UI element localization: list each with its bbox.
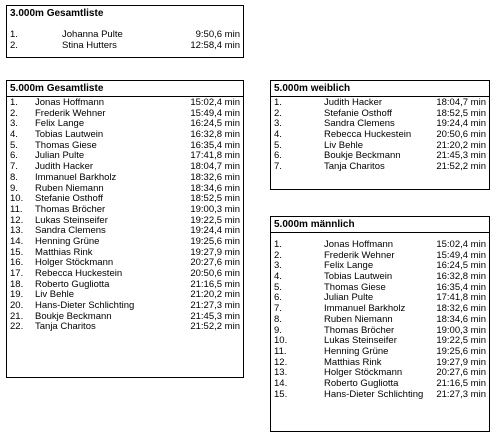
finish-time: 16:32,8 min: [190, 129, 240, 141]
athlete-name: Liv Behle: [324, 139, 364, 151]
finish-time: 19:25,6 min: [436, 345, 486, 357]
rank-cell: 8.: [274, 313, 282, 325]
rank-cell: 7.: [274, 303, 282, 315]
finish-time: 19:24,4 min: [436, 118, 486, 130]
finish-time: 21:16,5 min: [190, 278, 240, 290]
athlete-name: Holger Stöckmann: [35, 257, 114, 269]
rank-cell: 17.: [10, 268, 24, 279]
finish-time: 18:04,7 min: [190, 161, 240, 173]
athlete-name: Thomas Giese: [35, 139, 97, 151]
result-row: [271, 315, 489, 326]
athlete-name: Lukas Steinseifer: [35, 214, 108, 226]
rank-cell: 7.: [10, 161, 18, 173]
finish-time: 21:45,3 min: [190, 310, 240, 322]
athlete-name: Tobias Lautwein: [324, 271, 393, 283]
finish-time: 21:20,2 min: [190, 289, 240, 301]
rank-cell: 10.: [10, 193, 24, 205]
athlete-name: Frederik Wehner: [35, 107, 106, 119]
result-row: [7, 41, 243, 52]
rank-cell: 9.: [10, 182, 18, 194]
athlete-name: Stina Hutters: [62, 39, 117, 51]
athlete-name: Tanja Charitos: [35, 321, 96, 333]
results-box-5000m-female: [270, 80, 490, 190]
rank-cell: 2.: [274, 107, 282, 119]
finish-time: 19:00,3 min: [436, 324, 486, 336]
finish-time: 20:50,6 min: [190, 268, 240, 279]
rank-cell: 15.: [274, 388, 288, 400]
athlete-name: Ruben Niemann: [35, 182, 104, 194]
rank-cell: 19.: [10, 289, 24, 301]
finish-time: 18:52,5 min: [436, 107, 486, 119]
athlete-name: Thomas Giese: [324, 281, 386, 293]
athlete-name: Felix Lange: [324, 260, 374, 272]
rank-cell: 3.: [274, 260, 282, 272]
rank-cell: 14.: [274, 377, 288, 389]
athlete-name: Tanja Charitos: [324, 161, 385, 173]
result-row: [271, 162, 489, 173]
rank-cell: 1.: [10, 97, 18, 108]
finish-time: 21:20,2 min: [436, 139, 486, 151]
rank-cell: 22.: [10, 321, 24, 333]
rank-cell: 16.: [10, 257, 24, 269]
athlete-name: Boukje Beckmann: [35, 310, 112, 322]
finish-time: 9:50,6 min: [195, 29, 240, 40]
athlete-name: Matthias Rink: [324, 356, 382, 368]
finish-time: 21:52,2 min: [190, 321, 240, 333]
athlete-name: Judith Hacker: [324, 97, 383, 108]
finish-time: 21:52,2 min: [436, 161, 486, 173]
box-title: 5.000m männlich: [271, 217, 489, 233]
rank-cell: 5.: [274, 139, 282, 151]
finish-time: 15:02,4 min: [190, 97, 240, 108]
athlete-name: Hans-Dieter Schlichting: [35, 300, 135, 312]
finish-time: 19:22,5 min: [436, 335, 486, 347]
rank-cell: 3.: [10, 118, 18, 130]
athlete-name: Frederik Wehner: [324, 249, 395, 261]
finish-time: 18:34,6 min: [190, 182, 240, 194]
rank-cell: 1.: [10, 29, 18, 40]
athlete-name: Julian Pulte: [324, 292, 374, 304]
rank-cell: 9.: [274, 324, 282, 336]
finish-time: 19:24,4 min: [190, 225, 240, 237]
finish-time: 15:49,4 min: [190, 107, 240, 119]
rank-cell: 2.: [10, 39, 18, 51]
finish-time: 18:32,6 min: [436, 303, 486, 315]
athlete-name: Henning Grüne: [35, 235, 100, 247]
results-box-3000m-overall: [6, 5, 244, 58]
results-rows: [7, 97, 243, 333]
athlete-name: Henning Grüne: [324, 345, 389, 357]
rank-cell: 3.: [274, 118, 282, 130]
athlete-name: Matthias Rink: [35, 246, 93, 258]
finish-time: 19:25,6 min: [190, 235, 240, 247]
athlete-name: Jonas Hoffmann: [35, 97, 105, 108]
athlete-name: Roberto Gugliotta: [324, 377, 399, 389]
result-row: [271, 347, 489, 358]
rank-cell: 6.: [10, 150, 18, 162]
results-box-5000m-overall: [6, 80, 244, 378]
athlete-name: Boukje Beckmann: [324, 150, 401, 162]
results-rows: [271, 239, 489, 400]
rank-cell: 12.: [274, 356, 288, 368]
rank-cell: 18.: [10, 278, 24, 290]
athlete-name: Thomas Bröcher: [324, 324, 395, 336]
rank-cell: 4.: [274, 271, 282, 283]
results-rows: [271, 97, 489, 173]
rank-cell: 21.: [10, 310, 24, 322]
athlete-name: Roberto Gugliotta: [35, 278, 110, 290]
result-row: [7, 322, 243, 333]
finish-time: 19:27,9 min: [190, 246, 240, 258]
rank-cell: 13.: [274, 367, 288, 379]
rank-cell: 11.: [10, 203, 23, 215]
finish-time: 15:02,4 min: [436, 239, 486, 250]
athlete-name: Immanuel Barkholz: [35, 171, 117, 183]
finish-time: 19:27,9 min: [436, 356, 486, 368]
finish-time: 18:04,7 min: [436, 97, 486, 108]
finish-time: 20:27,6 min: [436, 367, 486, 379]
finish-time: 18:52,5 min: [190, 193, 240, 205]
box-title: 5.000m Gesamtliste: [7, 81, 243, 97]
athlete-name: Lukas Steinseifer: [324, 335, 397, 347]
result-row: [271, 390, 489, 401]
finish-time: 20:27,6 min: [190, 257, 240, 269]
finish-time: 21:16,5 min: [436, 377, 486, 389]
finish-time: 16:24,5 min: [190, 118, 240, 130]
athlete-name: Holger Stöckmann: [324, 367, 403, 379]
results-box-5000m-male: [270, 216, 490, 432]
rank-cell: 1.: [274, 97, 282, 108]
athlete-name: Stefanie Osthoff: [35, 193, 103, 205]
athlete-name: Rebecca Huckestein: [324, 129, 412, 141]
result-row: [7, 205, 243, 216]
rank-cell: 11.: [274, 345, 287, 357]
rank-cell: 4.: [274, 129, 282, 141]
finish-time: 21:27,3 min: [190, 300, 240, 312]
athlete-name: Judith Hacker: [35, 161, 94, 173]
rank-cell: 5.: [10, 139, 18, 151]
athlete-name: Stefanie Osthoff: [324, 107, 392, 119]
rank-cell: 7.: [274, 161, 282, 173]
finish-time: 17:41,8 min: [190, 150, 240, 162]
athlete-name: Sandra Clemens: [324, 118, 395, 130]
rank-cell: 6.: [274, 292, 282, 304]
finish-time: 17:41,8 min: [436, 292, 486, 304]
athlete-name: Immanuel Barkholz: [324, 303, 406, 315]
results-rows: [7, 21, 243, 51]
finish-time: 16:35,4 min: [190, 139, 240, 151]
athlete-name: Thomas Bröcher: [35, 203, 106, 215]
rank-cell: 15.: [10, 246, 24, 258]
result-row: [7, 173, 243, 184]
athlete-name: Tobias Lautwein: [35, 129, 104, 141]
rank-cell: 12.: [10, 214, 24, 226]
athlete-name: Liv Behle: [35, 289, 75, 301]
athlete-name: Jonas Hoffmann: [324, 239, 394, 250]
finish-time: 19:22,5 min: [190, 214, 240, 226]
rank-cell: 2.: [274, 249, 282, 261]
finish-time: 21:27,3 min: [436, 388, 486, 400]
finish-time: 18:32,6 min: [190, 171, 240, 183]
rank-cell: 13.: [10, 225, 24, 237]
finish-time: 21:45,3 min: [436, 150, 486, 162]
rank-cell: 5.: [274, 281, 282, 293]
rank-cell: 8.: [10, 171, 18, 183]
finish-time: 16:32,8 min: [436, 271, 486, 283]
athlete-name: Hans-Dieter Schlichting: [324, 388, 424, 400]
athlete-name: Ruben Niemann: [324, 313, 393, 325]
rank-cell: 1.: [274, 239, 282, 250]
athlete-name: Sandra Clemens: [35, 225, 106, 237]
rank-cell: 20.: [10, 300, 24, 312]
finish-time: 12:58,4 min: [190, 39, 240, 51]
finish-time: 19:00,3 min: [190, 203, 240, 215]
rank-cell: 2.: [10, 107, 18, 119]
finish-time: 16:24,5 min: [436, 260, 486, 272]
finish-time: 16:35,4 min: [436, 281, 486, 293]
rank-cell: 10.: [274, 335, 288, 347]
rank-cell: 14.: [10, 235, 24, 247]
finish-time: 20:50,6 min: [436, 129, 486, 141]
rank-cell: 6.: [274, 150, 282, 162]
athlete-name: Julian Pulte: [35, 150, 85, 162]
finish-time: 15:49,4 min: [436, 249, 486, 261]
athlete-name: Johanna Pulte: [62, 29, 123, 40]
rank-cell: 4.: [10, 129, 18, 141]
athlete-name: Rebecca Huckestein: [35, 268, 123, 279]
box-title: 3.000m Gesamtliste: [10, 8, 104, 19]
box-title: 5.000m weiblich: [271, 81, 489, 97]
finish-time: 18:34,6 min: [436, 313, 486, 325]
athlete-name: Felix Lange: [35, 118, 85, 130]
